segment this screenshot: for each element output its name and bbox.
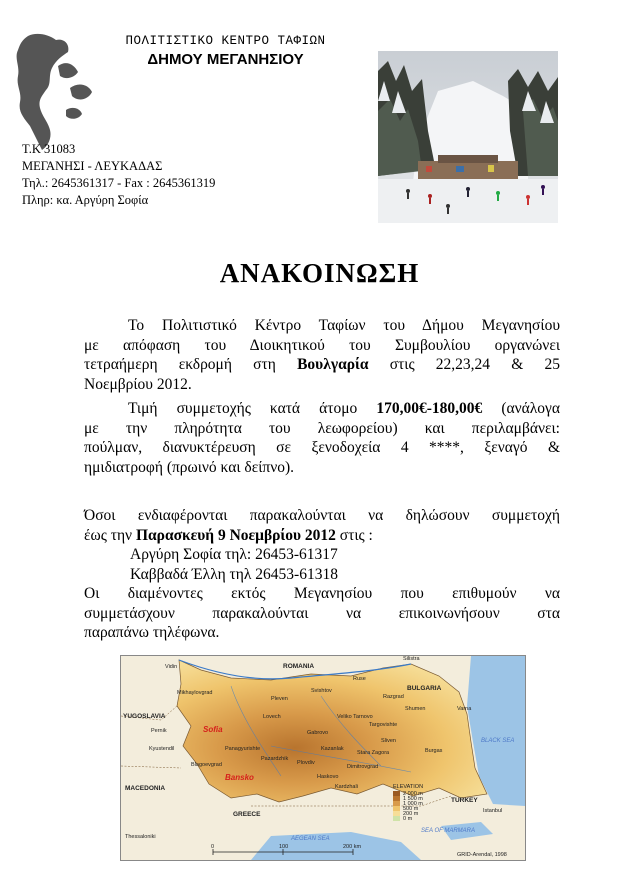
svg-text:200 km: 200 km	[343, 844, 362, 850]
contact-line-2: Καββαδά Έλλη τηλ 26453-61318	[130, 565, 338, 583]
destination: Βουλγαρία	[297, 356, 369, 373]
svg-text:Targovishte: Targovishte	[369, 722, 398, 728]
svg-text:Pazardzhik: Pazardzhik	[261, 756, 289, 762]
phone-fax: Τηλ.: 2645361317 - Fax : 2645361319	[22, 176, 216, 190]
contact-person: Πληρ: κα. Αργύρη Σοφία	[22, 193, 149, 207]
text-line: έως την Παρασκευή 9 Νοεμβρίου 2012 στις :	[84, 526, 373, 544]
map-city-bansko: Bansko	[225, 773, 254, 782]
text-line: ημιδιατροφή (πρωινό και δείπνο).	[84, 458, 294, 476]
svg-text:Mikhaylovgrad: Mikhaylovgrad	[177, 690, 213, 696]
text-line: συμμετάσχουν παρακαλούνται να επικοινωνήσουν στα	[84, 604, 560, 622]
svg-text:Razgrad: Razgrad	[383, 694, 404, 700]
map-label-black-sea: BLACK SEA	[481, 738, 515, 744]
svg-text:100: 100	[279, 844, 289, 850]
svg-text:Thessaloniki: Thessaloniki	[125, 834, 156, 840]
svg-text:Dimitrovgrad: Dimitrovgrad	[347, 764, 379, 770]
svg-text:500 m: 500 m	[403, 806, 419, 812]
text-line: Το Πολιτιστικό Κέντρο Ταφίων του Δήμου Μεγανησίου	[128, 317, 560, 334]
map-label-greece: GREECE	[233, 811, 261, 818]
ski-resort-photo	[378, 51, 558, 223]
map-credit: GRID-Arendal, 1998	[457, 852, 507, 858]
organization-logo	[8, 30, 100, 154]
svg-text:Panagyurishte: Panagyurishte	[225, 746, 261, 752]
svg-text:Burgas: Burgas	[425, 748, 443, 754]
bulgaria-map	[120, 655, 526, 861]
svg-text:2 000 m: 2 000 m	[403, 791, 423, 797]
svg-text:200 m: 200 m	[403, 811, 419, 817]
text-line: παραπάνω τηλέφωνα.	[84, 624, 220, 641]
svg-text:Silistra: Silistra	[403, 656, 420, 662]
map-label-yugoslavia: YUGOSLAVIA	[123, 713, 166, 720]
map-label-turkey: TURKEY	[451, 797, 478, 804]
svg-text:Svishtov: Svishtov	[311, 688, 332, 694]
paragraph-registration	[84, 506, 560, 643]
svg-text:Kyustendil: Kyustendil	[149, 746, 175, 752]
svg-text:Sliven: Sliven	[381, 738, 396, 744]
text-line: τετραήμερη εκδρομή στη Βουλγαρία στις 22,23,24 & 25	[84, 356, 560, 373]
map-label-macedonia: MACEDONIA	[125, 785, 166, 792]
text-line: Τιμή συμμετοχής κατά άτομο 170,00€-180,00€ (ανάλογα	[128, 400, 561, 417]
svg-text:1 000 m: 1 000 m	[403, 801, 423, 807]
price: 170,00€-180,00€	[376, 400, 483, 417]
svg-text:0 m: 0 m	[403, 816, 413, 822]
text-line: με απόφαση του Διοικητικού του Συμβουλίου οργανώνει	[84, 336, 560, 354]
text-line: πούλμαν, διανυκτέρευση σε ξενοδοχεία 4 ****, ξεναγό &	[84, 439, 560, 456]
text-line: με την πληρότητα του λεωφορείου) και περιλαμβάνει:	[84, 419, 560, 437]
paragraph-trip-info	[84, 316, 560, 394]
svg-text:Stara Zagora: Stara Zagora	[357, 750, 390, 756]
svg-text:Shumen: Shumen	[405, 706, 426, 712]
svg-text:Haskovo: Haskovo	[317, 774, 339, 780]
svg-text:Veliko Tarnovo: Veliko Tarnovo	[337, 714, 373, 720]
text-line: Όσοι ενδιαφέρονται παρακαλούνται να δηλώσουν συμμετοχή	[84, 507, 560, 524]
svg-text:Vidin: Vidin	[165, 664, 178, 670]
map-label-romania: ROMANIA	[283, 663, 315, 670]
svg-text:Kazanlak: Kazanlak	[321, 746, 344, 752]
svg-text:Istanbul: Istanbul	[483, 808, 503, 814]
svg-text:Ruse: Ruse	[353, 676, 366, 682]
svg-text:1 500 m: 1 500 m	[403, 796, 423, 802]
text-line: Νοεμβρίου 2012.	[84, 375, 192, 393]
map-label-marmara: SEA OF MARMARA	[421, 828, 476, 834]
announcement-title: ΑΝΑΚΟΙΝΩΣΗ	[219, 258, 420, 288]
svg-text:Pleven: Pleven	[271, 696, 288, 702]
svg-text:Plovdiv: Plovdiv	[297, 760, 315, 766]
paragraph-price-info	[84, 399, 560, 477]
svg-text:Varna: Varna	[457, 706, 472, 712]
svg-text:Kardzhali: Kardzhali	[335, 784, 358, 790]
postal-code: Τ.Κ 31083	[22, 142, 76, 156]
map-label-bulgaria: BULGARIA	[407, 685, 442, 692]
svg-text:Lovech: Lovech	[263, 714, 281, 720]
svg-text:Gabrovo: Gabrovo	[307, 730, 329, 736]
map-label-aegean-sea: AEGEAN SEA	[291, 836, 330, 842]
deadline: Παρασκευή 9 Νοεμβρίου 2012	[135, 526, 336, 544]
municipality-name: ΔΗΜΟΥ ΜΕΓΑΝΗΣΙΟΥ	[147, 51, 304, 68]
svg-text:ELEVATION: ELEVATION	[393, 784, 424, 790]
text-line: Οι διαμένοντες εκτός Μεγανησίου που επιθυμούν να	[84, 585, 560, 602]
svg-text:Blagoevgrad: Blagoevgrad	[191, 762, 222, 768]
contact-line-1: Αργύρη Σοφία τηλ: 26453-61317	[130, 546, 338, 563]
organization-name: ΠΟΛΙΤΙΣΤΙΚΟ ΚΕΝΤΡΟ ΤΑΦΙΩΝ	[125, 34, 326, 48]
svg-text:Pernik: Pernik	[151, 728, 167, 734]
address: ΜΕΓΑΝΗΣΙ - ΛΕΥΚΑΔΑΣ	[22, 159, 163, 173]
map-city-sofia: Sofia	[203, 725, 223, 734]
svg-text:0: 0	[211, 844, 215, 850]
